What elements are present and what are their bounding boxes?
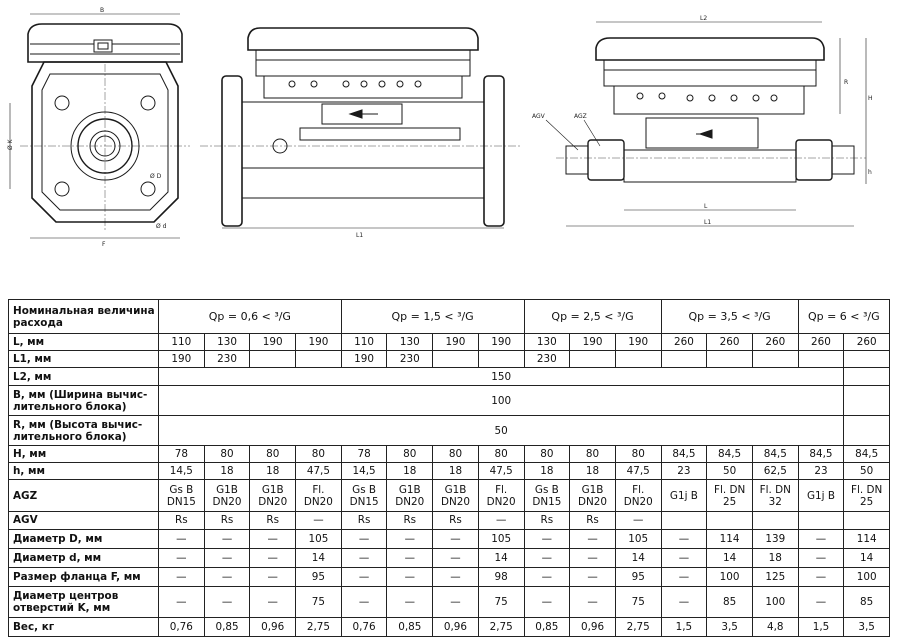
table-cell: 80 (570, 446, 616, 463)
front-dim-K: Ø K (7, 139, 14, 150)
table-cell: 1,5 (661, 617, 707, 636)
table-cell: 230 (204, 351, 250, 368)
table-cell (250, 351, 296, 368)
table-cell: 260 (798, 334, 844, 351)
table-cell: 50 (844, 463, 890, 480)
table-cell: — (159, 548, 205, 567)
right-dim-L: L (704, 203, 708, 210)
table-cell (844, 351, 890, 368)
table-cell: — (798, 586, 844, 617)
table-cell: 130 (524, 334, 570, 351)
table-cell: 14 (615, 548, 661, 567)
table-cell: — (798, 567, 844, 586)
table-cell: 130 (204, 334, 250, 351)
table-cell: Fl. DN20 (296, 480, 342, 511)
table-cell: 18 (433, 463, 479, 480)
front-dim-F: F (102, 241, 106, 248)
row-label: Диаметр D, мм (9, 529, 159, 548)
table-cell: — (433, 567, 479, 586)
table-cell: 80 (250, 446, 296, 463)
table-cell: 80 (204, 446, 250, 463)
technical-drawings (0, 0, 900, 295)
front-dim-d: Ø d (156, 223, 167, 230)
table-cell: — (661, 529, 707, 548)
row-d (9, 548, 890, 567)
table-cell: 18 (204, 463, 250, 480)
table-cell: Rs (570, 511, 616, 529)
table-cell: 14 (707, 548, 753, 567)
table-cell: 23 (661, 463, 707, 480)
table-cell (707, 511, 753, 529)
row-B (9, 386, 890, 416)
table-cell: 84,5 (707, 446, 753, 463)
table-cell: — (250, 567, 296, 586)
row-label: L1, мм (9, 351, 159, 368)
row-D (9, 529, 890, 548)
table-cell: 62,5 (752, 463, 798, 480)
row-label: L, мм (9, 334, 159, 351)
table-cell: 190 (433, 334, 479, 351)
table-cell: Rs (387, 511, 433, 529)
table-cell: — (524, 548, 570, 567)
table-cell: 18 (250, 463, 296, 480)
table-cell: 190 (159, 351, 205, 368)
table-cell: — (433, 548, 479, 567)
row-R (9, 416, 890, 446)
side-view-threaded-drawing (532, 15, 873, 226)
table-cell: 2,75 (478, 617, 524, 636)
table-cell: 139 (752, 529, 798, 548)
table-cell: Rs (250, 511, 296, 529)
table-cell: 75 (615, 586, 661, 617)
table-cell: — (661, 567, 707, 586)
table-cell: Fl. DN 32 (752, 480, 798, 511)
specification-table (8, 299, 890, 637)
table-cell: 125 (752, 567, 798, 586)
table-cell-empty (844, 416, 890, 446)
table-cell: 130 (387, 334, 433, 351)
table-cell-empty (844, 368, 890, 386)
table-cell: Fl. DN20 (615, 480, 661, 511)
front-view-drawing (7, 7, 190, 248)
group-qp-0-6: Qp = 0,6 < ³/G (159, 300, 342, 334)
table-cell: 4,8 (752, 617, 798, 636)
table-cell: — (387, 586, 433, 617)
front-dim-B: B (100, 7, 105, 14)
table-cell: — (387, 567, 433, 586)
row-F (9, 567, 890, 586)
table-cell: 80 (433, 446, 479, 463)
table-cell: 114 (844, 529, 890, 548)
table-cell: 100 (159, 386, 844, 416)
right-dim-H: H (868, 95, 873, 102)
table-cell: 47,5 (478, 463, 524, 480)
table-cell: 14,5 (159, 463, 205, 480)
table-cell: 84,5 (752, 446, 798, 463)
table-cell: 85 (844, 586, 890, 617)
table-cell: Fl. DN 25 (844, 480, 890, 511)
table-cell: Gs B DN15 (341, 480, 387, 511)
table-cell: — (570, 586, 616, 617)
table-cell: — (798, 548, 844, 567)
table-cell: 0,76 (341, 617, 387, 636)
table-cell: 0,85 (387, 617, 433, 636)
table-cell: 85 (707, 586, 753, 617)
right-dim-h: h (868, 169, 872, 176)
table-cell: 50 (159, 416, 844, 446)
table-cell: — (661, 548, 707, 567)
table-cell: — (524, 586, 570, 617)
table-cell: 0,96 (433, 617, 479, 636)
table-cell: 1,5 (798, 617, 844, 636)
right-label-AGV: AGV (532, 113, 545, 120)
table-cell: 80 (524, 446, 570, 463)
row-label: Диаметр d, мм (9, 548, 159, 567)
row-weight (9, 617, 890, 636)
table-cell: 23 (798, 463, 844, 480)
table-cell: G1B DN20 (387, 480, 433, 511)
table-cell: — (433, 529, 479, 548)
table-cell: 18 (570, 463, 616, 480)
table-cell: 80 (296, 446, 342, 463)
row-label: AGV (9, 511, 159, 529)
table-cell: — (204, 529, 250, 548)
table-cell: G1B DN20 (204, 480, 250, 511)
table-cell: 78 (159, 446, 205, 463)
table-cell: 80 (478, 446, 524, 463)
table-cell: — (570, 567, 616, 586)
table-cell: 14 (478, 548, 524, 567)
table-cell: 100 (844, 567, 890, 586)
table-cell: 230 (524, 351, 570, 368)
table-cell: — (570, 529, 616, 548)
table-cell: Fl. DN20 (478, 480, 524, 511)
table-cell: 190 (570, 334, 616, 351)
row-label: AGZ (9, 480, 159, 511)
table-cell (752, 351, 798, 368)
table-cell: 190 (615, 334, 661, 351)
table-cell: 84,5 (661, 446, 707, 463)
table-cell (798, 351, 844, 368)
table-cell: G1B DN20 (570, 480, 616, 511)
group-qp-6: Qp = 6 < ³/G (798, 300, 889, 334)
table-cell: — (341, 586, 387, 617)
table-cell: 105 (615, 529, 661, 548)
table-cell: 260 (752, 334, 798, 351)
header-row (9, 300, 890, 334)
table-cell: 2,75 (296, 617, 342, 636)
table-cell: — (159, 586, 205, 617)
table-cell (661, 511, 707, 529)
table-cell (661, 351, 707, 368)
table-cell: G1j B (798, 480, 844, 511)
table-cell: 110 (341, 334, 387, 351)
table-cell: — (387, 529, 433, 548)
table-cell (296, 351, 342, 368)
table-cell: 260 (844, 334, 890, 351)
table-cell: — (524, 567, 570, 586)
table-cell: Gs B DN15 (159, 480, 205, 511)
table-cell: — (478, 511, 524, 529)
table-cell: 100 (707, 567, 753, 586)
group-qp-2-5: Qp = 2,5 < ³/G (524, 300, 661, 334)
row-H (9, 446, 890, 463)
row-label: L2, мм (9, 368, 159, 386)
table-cell: 3,5 (844, 617, 890, 636)
table-cell: 110 (159, 334, 205, 351)
row-L (9, 334, 890, 351)
table-cell: 260 (707, 334, 753, 351)
right-label-AGZ: AGZ (574, 113, 587, 120)
table-cell: — (524, 529, 570, 548)
table-cell: — (341, 567, 387, 586)
table-cell: 47,5 (296, 463, 342, 480)
table-cell: — (661, 586, 707, 617)
table-cell: — (387, 548, 433, 567)
row-h (9, 463, 890, 480)
table-cell: Rs (341, 511, 387, 529)
table-cell: Rs (433, 511, 479, 529)
row-L1 (9, 351, 890, 368)
row-label: Вес, кг (9, 617, 159, 636)
table-cell: 18 (387, 463, 433, 480)
table-cell: 80 (387, 446, 433, 463)
table-cell: 95 (296, 567, 342, 586)
table-cell: — (570, 548, 616, 567)
table-cell: — (159, 529, 205, 548)
table-cell: 18 (524, 463, 570, 480)
table-cell: 105 (478, 529, 524, 548)
table-cell: Rs (159, 511, 205, 529)
table-cell (798, 511, 844, 529)
table-cell (615, 351, 661, 368)
table-cell: 75 (478, 586, 524, 617)
row-label: Диаметр центров отверстий K, мм (9, 586, 159, 617)
table-cell: 84,5 (844, 446, 890, 463)
table-cell: 2,75 (615, 617, 661, 636)
table-cell: G1B DN20 (433, 480, 479, 511)
table-cell: 84,5 (798, 446, 844, 463)
table-cell: — (296, 511, 342, 529)
table-cell: 190 (250, 334, 296, 351)
table-cell: — (250, 586, 296, 617)
table-cell: — (159, 567, 205, 586)
table-cell: 0,85 (204, 617, 250, 636)
table-cell (707, 351, 753, 368)
table-cell (433, 351, 479, 368)
table-cell: 230 (387, 351, 433, 368)
header-label: Номинальная величина расхода (9, 300, 159, 334)
table-cell: — (798, 529, 844, 548)
side-view-flanged-drawing (200, 28, 520, 239)
table-cell: G1B DN20 (250, 480, 296, 511)
row-L2 (9, 368, 890, 386)
table-cell: G1j B (661, 480, 707, 511)
row-label: R, мм (Высота вычис- лительного блока) (9, 416, 159, 446)
table-cell: 18 (752, 548, 798, 567)
front-dim-D: Ø D (150, 173, 162, 180)
table-cell: 260 (661, 334, 707, 351)
row-K (9, 586, 890, 617)
table-cell-empty (844, 386, 890, 416)
table-cell: 0,96 (250, 617, 296, 636)
table-cell: 98 (478, 567, 524, 586)
table-cell: Rs (204, 511, 250, 529)
table-cell: Fl. DN 25 (707, 480, 753, 511)
table-cell: Gs B DN15 (524, 480, 570, 511)
table-cell (844, 511, 890, 529)
table-cell: 190 (478, 334, 524, 351)
table-cell (570, 351, 616, 368)
table-cell: 95 (615, 567, 661, 586)
table-cell: 14 (844, 548, 890, 567)
right-dim-L2: L2 (700, 15, 708, 22)
table-cell: 190 (296, 334, 342, 351)
table-cell (478, 351, 524, 368)
group-qp-3-5: Qp = 3,5 < ³/G (661, 300, 798, 334)
table-cell: — (433, 586, 479, 617)
table-cell: — (250, 548, 296, 567)
table-cell: 190 (341, 351, 387, 368)
table-cell: — (204, 586, 250, 617)
mid-dim-L1: L1 (356, 232, 364, 239)
table-cell: — (341, 529, 387, 548)
table-cell (752, 511, 798, 529)
table-cell: 114 (707, 529, 753, 548)
table-cell: 80 (615, 446, 661, 463)
table-cell: — (615, 511, 661, 529)
table-cell: 150 (159, 368, 844, 386)
table-cell: 14 (296, 548, 342, 567)
table-cell: 78 (341, 446, 387, 463)
row-label: H, мм (9, 446, 159, 463)
table-cell: 50 (707, 463, 753, 480)
table-cell: 0,85 (524, 617, 570, 636)
table-cell: Rs (524, 511, 570, 529)
row-AGZ (9, 480, 890, 511)
table-cell: — (204, 548, 250, 567)
table-cell: 3,5 (707, 617, 753, 636)
right-dim-R: R (844, 79, 849, 86)
table-cell: 0,76 (159, 617, 205, 636)
table-cell: 100 (752, 586, 798, 617)
row-label: B, мм (Ширина вычис- лительного блока) (9, 386, 159, 416)
table-cell: 0,96 (570, 617, 616, 636)
table-cell: 105 (296, 529, 342, 548)
table-cell: 14,5 (341, 463, 387, 480)
row-AGV (9, 511, 890, 529)
row-label: Размер фланца F, мм (9, 567, 159, 586)
table-cell: — (250, 529, 296, 548)
table-cell: — (341, 548, 387, 567)
row-label: h, мм (9, 463, 159, 480)
table-cell: 47,5 (615, 463, 661, 480)
group-qp-1-5: Qp = 1,5 < ³/G (341, 300, 524, 334)
table-cell: — (204, 567, 250, 586)
table-cell: 75 (296, 586, 342, 617)
right-dim-L1: L1 (704, 219, 712, 226)
